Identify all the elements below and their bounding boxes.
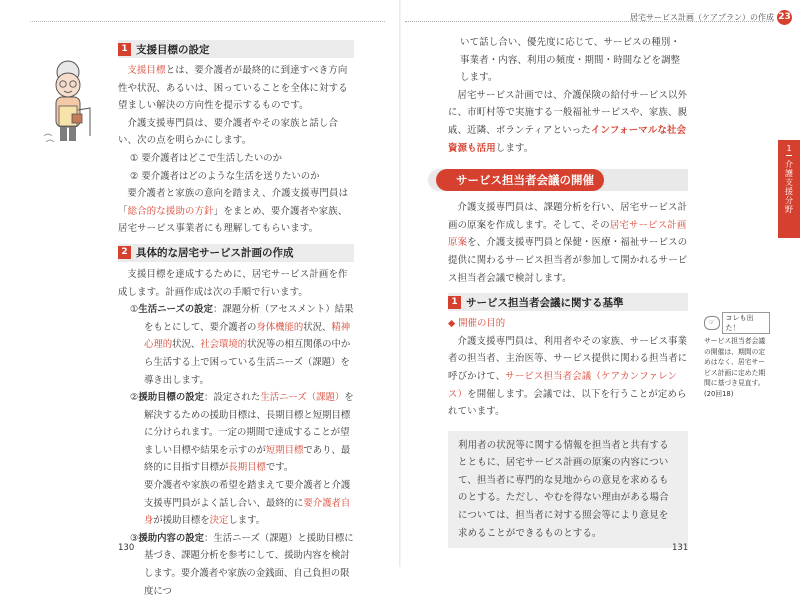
- step-item: ①生活ニーズの設定：課題分析（アセスメント）結果をもとにして、要介護者の身体機能的状況、精神心理的状況、社会環境的状況等の相互関係の中から生活する上で困っている生活ニーズ（課題）を導き出します。: [130, 304, 354, 386]
- paragraph: 居宅サービス計画では、介護保険の給付サービス以外に、市町村等で実施する一般福祉サービスや、家族、親戚、近隣、ボランティアといったインフォーマルな社会資源も活用します。: [448, 89, 688, 154]
- running-header-title: 居宅サービス計画（ケアプラン）の作成: [630, 13, 774, 22]
- section-number: 1: [118, 43, 131, 56]
- paragraph: 介護支援専門員は、要介護者やその家族と話し合い、次の点を明らかにします。: [118, 117, 339, 147]
- paragraph: 支援目標とは、要介護者が最終的に到達すべき方向性や状況、あるいは、困っていることを全体に対する望ましい解決の方向性を提示するものです。: [118, 65, 348, 112]
- note-tag: [704, 312, 770, 334]
- section-number: 1: [448, 296, 461, 309]
- section-title: 支援目標の設定: [136, 43, 210, 56]
- right-page: [448, 34, 688, 548]
- quote-text: 利用者の状況等に関する情報を担当者と共有するとともに、居宅サービス計画の原案の内容について、担当者に専門的な見地からの意見を求めるものとする。ただし、やむを得ない理由がある場合については、担当者に対する照会等により意見を求めることができるものとする。: [458, 439, 669, 539]
- list-item: ① 要介護者はどこで生活したいのか: [130, 152, 283, 164]
- pointing-hand-icon: ☞: [704, 316, 720, 330]
- section-header-1: [448, 293, 688, 311]
- paragraph: 介護支援専門員は、課題分析を行い、居宅サービス計画の原案を作成します。そして、その居宅サービス計画原案を、介護支援専門員と保健・医療・福祉サービスの提供に関わるサービス担当者が参加して開かれるサービス担当者会議で検討します。: [448, 202, 688, 284]
- step-item: ②援助目標の設定：設定された生活ニーズ（課題）を解決するための援助目標は、長期目標と短期目標に分けられます。一定の期間で達成することが望ましい目標や結果を示すのが短期目標であり、最終的に目指す目標が長期目標です。: [130, 392, 354, 474]
- spread-gutter: [399, 0, 401, 567]
- paragraph: 介護支援専門員は、利用者やその家族、サービス事業者の担当者、主治医等、サービス提供に関わる担当者に呼びかけて、サービス担当者会議（ケアカンファレンス）を開催します。会議では、以下を行うことが定められています。: [448, 335, 688, 418]
- side-tab-label: 介護支援分野: [784, 160, 794, 214]
- left-page: [118, 38, 354, 600]
- header-rule-left: [30, 21, 385, 22]
- section-header-2: [118, 244, 354, 262]
- page-badge: 23: [777, 10, 792, 25]
- paragraph: 支援目標を達成するために、居宅サービス計画を作成します。計画作成は次の手順で行います。: [118, 268, 348, 298]
- major-section-header: [428, 169, 688, 191]
- note-body: サービス担当者会議の開催は、期間の定めはなく、居宅サービス計画に定めた期間に基づき見直す。(20回18): [704, 337, 766, 398]
- page-number-left: 130: [118, 543, 135, 553]
- step-item: ③援助内容の設定：生活ニーズ（課題）と援助目標に基づき、課題分析を参考にして、援助内容を検討します。要介護者や家族の金銭面、自己負担の限度につ: [130, 532, 354, 597]
- paragraph: いて話し合い、優先度に応じて、サービスの種別・事業者・内容、利用の頻度・期間・時間などを調整します。: [460, 37, 681, 84]
- side-note: [704, 312, 770, 399]
- section-header-1: [118, 40, 354, 58]
- page-number-right: 131: [672, 543, 689, 553]
- note-label: コレも出た！: [722, 312, 771, 334]
- side-tab-number: 1: [786, 144, 791, 156]
- elderly-woman-illustration: [38, 58, 98, 158]
- step-item-continued: 要介護者や家族の希望を踏まえて要介護者と介護支援専門員がよく話し合い、最終的に要介護者自身が援助目標を決定します。: [144, 480, 351, 527]
- section-title: 具体的な居宅サービス計画の作成: [136, 247, 294, 260]
- paragraph: 要介護者と家族の意向を踏まえ、介護支援専門員は「総合的な援助の方針」をまとめ、要介護者や家族、居宅サービス事業者にも理解してもらいます。: [118, 188, 349, 235]
- section-title: サービス担当者会議に関する基準: [466, 296, 624, 309]
- list-item: ② 要介護者はどのような生活を送りたいのか: [130, 170, 320, 182]
- chapter-side-tab[interactable]: [778, 140, 800, 238]
- regulation-quote-box: [448, 431, 688, 549]
- section-number: 2: [118, 246, 131, 259]
- major-section-title: サービス担当者会議の開催: [436, 169, 604, 191]
- subheading: ◆ 開催の目的: [448, 318, 506, 330]
